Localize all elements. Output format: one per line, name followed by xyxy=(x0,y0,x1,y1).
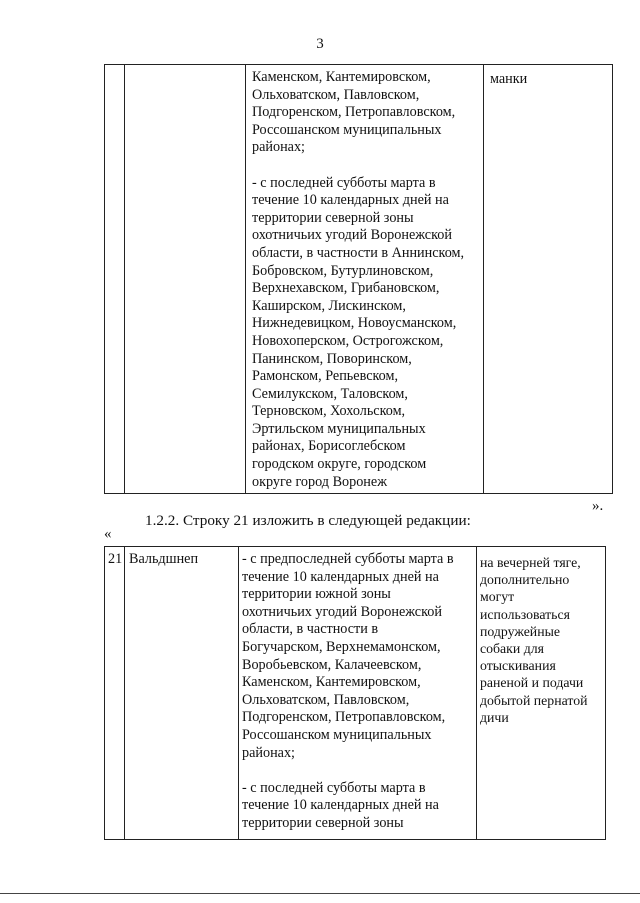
continuation-table xyxy=(104,64,613,494)
notes-cell xyxy=(477,547,606,840)
amended-row-table xyxy=(104,546,606,840)
table-row xyxy=(105,547,606,840)
amendment-instruction: 1.2.2. Строку 21 изложить в следующей редакции: xyxy=(145,512,471,529)
row-number-cell xyxy=(105,547,125,840)
species-cell xyxy=(125,547,239,840)
hunting-notes: на вечерней тяге, дополнительно могут использоваться подружейные собаки для отыскивания раненой и подачи добытой пернатой дичи xyxy=(480,555,588,725)
species-name: Вальдшнеп xyxy=(129,551,199,567)
row-number: 21 xyxy=(108,551,123,567)
page-number: 3 xyxy=(316,36,324,52)
row-number-cell xyxy=(105,65,125,494)
hunting-periods: Каменском, Кантемировском, Ольховатском, Павловском, Подгоренском, Петропавловском, Россошанском муниципальных районах; - с последней субботы марта в течение 10 календарных дней на территории северной зоны охотничьих угодий Воронежской области, в частности в Аннинском, Бобровском, Бутурлиновском, Верхнехавском, Грибановском, Каширском, Лискинском, Нижнедевицком, Новоусманском, Новохоперском, Острогожском, Панинском, Поворинском, Рамонском, Репьевском, Семилукском, Таловском, Терновском, Хохольском, Эртильском муниципальных районах, Борисоглебском городском округе, городском округе город Воронеж xyxy=(252,69,465,490)
closing-quote: ». xyxy=(592,498,604,514)
periods-cell xyxy=(239,547,477,840)
hunting-periods: - с предпоследней субботы марта в течение 10 календарных дней на территории южной зоны охотничьих угодий Воронежской области, в частности в Богучарском, Верхнемамонском, Воробьевском, Калачеевском, Каменском, Кантемировском, Ольховатском, Павловском, Подгоренском, Петропавловском, Россошанском муниципальных районах; - с последней субботы марта в течение 10 календарных дней на территории северной зоны xyxy=(242,551,454,831)
species-cell xyxy=(125,65,246,494)
table-row xyxy=(105,65,613,494)
notes-cell xyxy=(484,65,613,494)
hunting-notes: манки xyxy=(490,71,528,87)
opening-quote: « xyxy=(104,526,112,542)
page-bottom-rule xyxy=(0,893,640,894)
periods-cell xyxy=(246,65,484,494)
